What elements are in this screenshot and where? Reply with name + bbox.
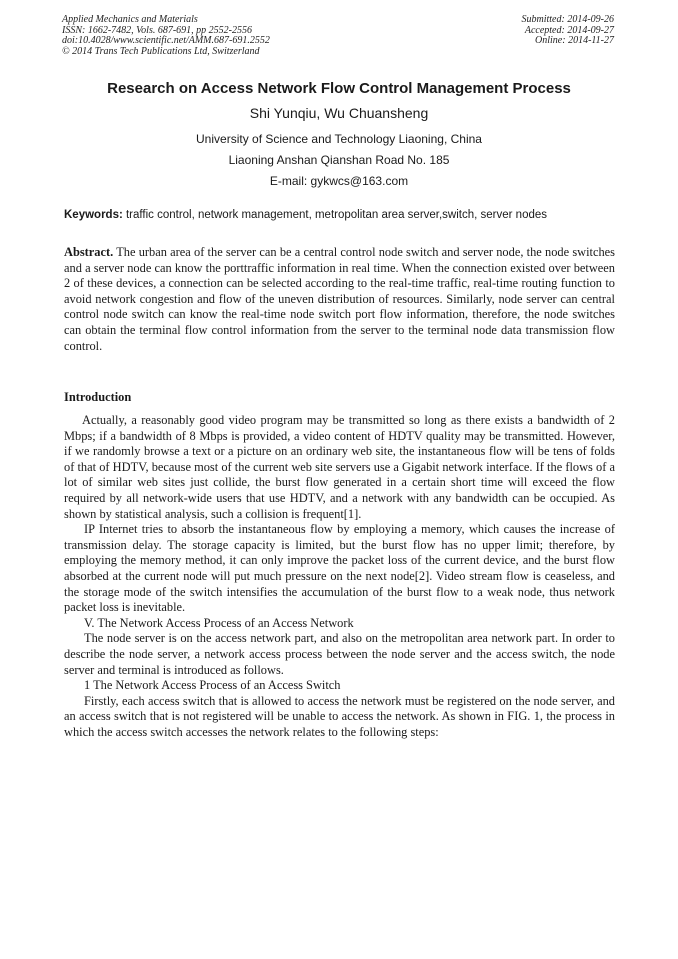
intro-paragraph-3: The node server is on the access network part, and also on the metropolitan area network part. In order to describe the node server, a network access process between the node server and the access switch, the node server and terminal is introduced as follows. xyxy=(64,631,615,677)
abstract xyxy=(64,245,615,354)
intro-paragraph-4: Firstly, each access switch that is allowed to access the network must be registered on the node server, and an access switch that is not registered will be unable to access the network. As shown in FIG. 1, the process in which the access switch accesses the network relates to the following steps: xyxy=(64,693,615,739)
intro-paragraph-2: IP Internet tries to absorb the instantaneous flow by employing a memory, which causes the increase of transmission delay. The storage capacity is limited, but the burst flow has no upper limit; therefore, by employing the memory method, it can only improve the packet loss of the current device, and the burst flow absorbed at the current node will put much pressure on the next node[2]. Video stream flow is ceaseless, and the storage mode of the switch intensifies the accumulation of the burst flow to a weak node, thus network packet loss is inevitable. xyxy=(64,522,615,615)
online-date: Online: 2014-11-27 xyxy=(535,35,614,46)
journal-name: Applied Mechanics and Materials xyxy=(62,14,198,25)
introduction-body xyxy=(64,413,615,740)
address: Liaoning Anshan Qianshan Road No. 185 xyxy=(228,153,450,167)
keywords-label: Keywords: xyxy=(64,209,123,221)
doi: doi:10.4028/www.scientific.net/AMM.687-691.2552 xyxy=(62,35,270,46)
paper-authors: Shi Yunqiu, Wu Chuansheng xyxy=(249,105,429,121)
introduction-heading: Introduction xyxy=(64,390,132,404)
paper-title: Research on Access Network Flow Control Management Process xyxy=(107,80,571,97)
copyright: © 2014 Trans Tech Publications Ltd, Switzerland xyxy=(62,45,260,57)
issn: ISSN: 1662-7482, Vols. 687-691, pp 2552-2556 xyxy=(62,24,252,36)
keywords-text: traffic control, network management, metropolitan area server,switch, server nodes xyxy=(122,209,547,221)
affiliation: University of Science and Technology Liaoning, China xyxy=(196,132,482,146)
publication-dates xyxy=(522,15,615,47)
keywords xyxy=(64,209,624,221)
email: E-mail: gykwcs@163.com xyxy=(269,174,409,188)
intro-paragraph-1: Actually, a reasonably good video program may be transmitted so long as there exists a bandwidth of 2 Mbps; if a bandwidth of 8 Mbps is provided, a video content of HDTV quality may be transmitted. However, if we randomly browse a text or a picture on an ordinary web site, the instantaneous flow will be tens of folds of that of HDTV, because most of the current web site servers use a Gigabit network interface. If the flows of a lot of similar web sites just collide, the burst flow generated in a certain short time will exceed the flow required by all network-wide users that use HDTV, and a network with any bandwidth can be occupied. As shown by statistical analysis, such a collision is frequent[1]. xyxy=(64,413,615,521)
accepted-date: Accepted: 2014-09-27 xyxy=(524,24,614,36)
abstract-label: Abstract. xyxy=(64,245,114,259)
submitted-date: Submitted: 2014-09-26 xyxy=(521,14,614,25)
journal-info xyxy=(62,15,270,57)
section-heading-v: V. The Network Access Process of an Access Network xyxy=(84,615,354,630)
subsection-heading-1: 1 The Network Access Process of an Access Switch xyxy=(84,678,341,693)
abstract-text: The urban area of the server can be a central control node switch and server node, the node switches and a server node can know the porttraffic information in real time. When the connection existed over between 2 of these devices, a connection can be selected according to the real-time traffic, real-time routing function to avoid network congestion and flow of the uneven distribution of resources. Similarly, node server can central control node switch can know the real-time node switch port flow information, therefore, the node switches can obtain the terminal flow control information from the server to the terminal node data transmission flow control. xyxy=(64,245,615,353)
